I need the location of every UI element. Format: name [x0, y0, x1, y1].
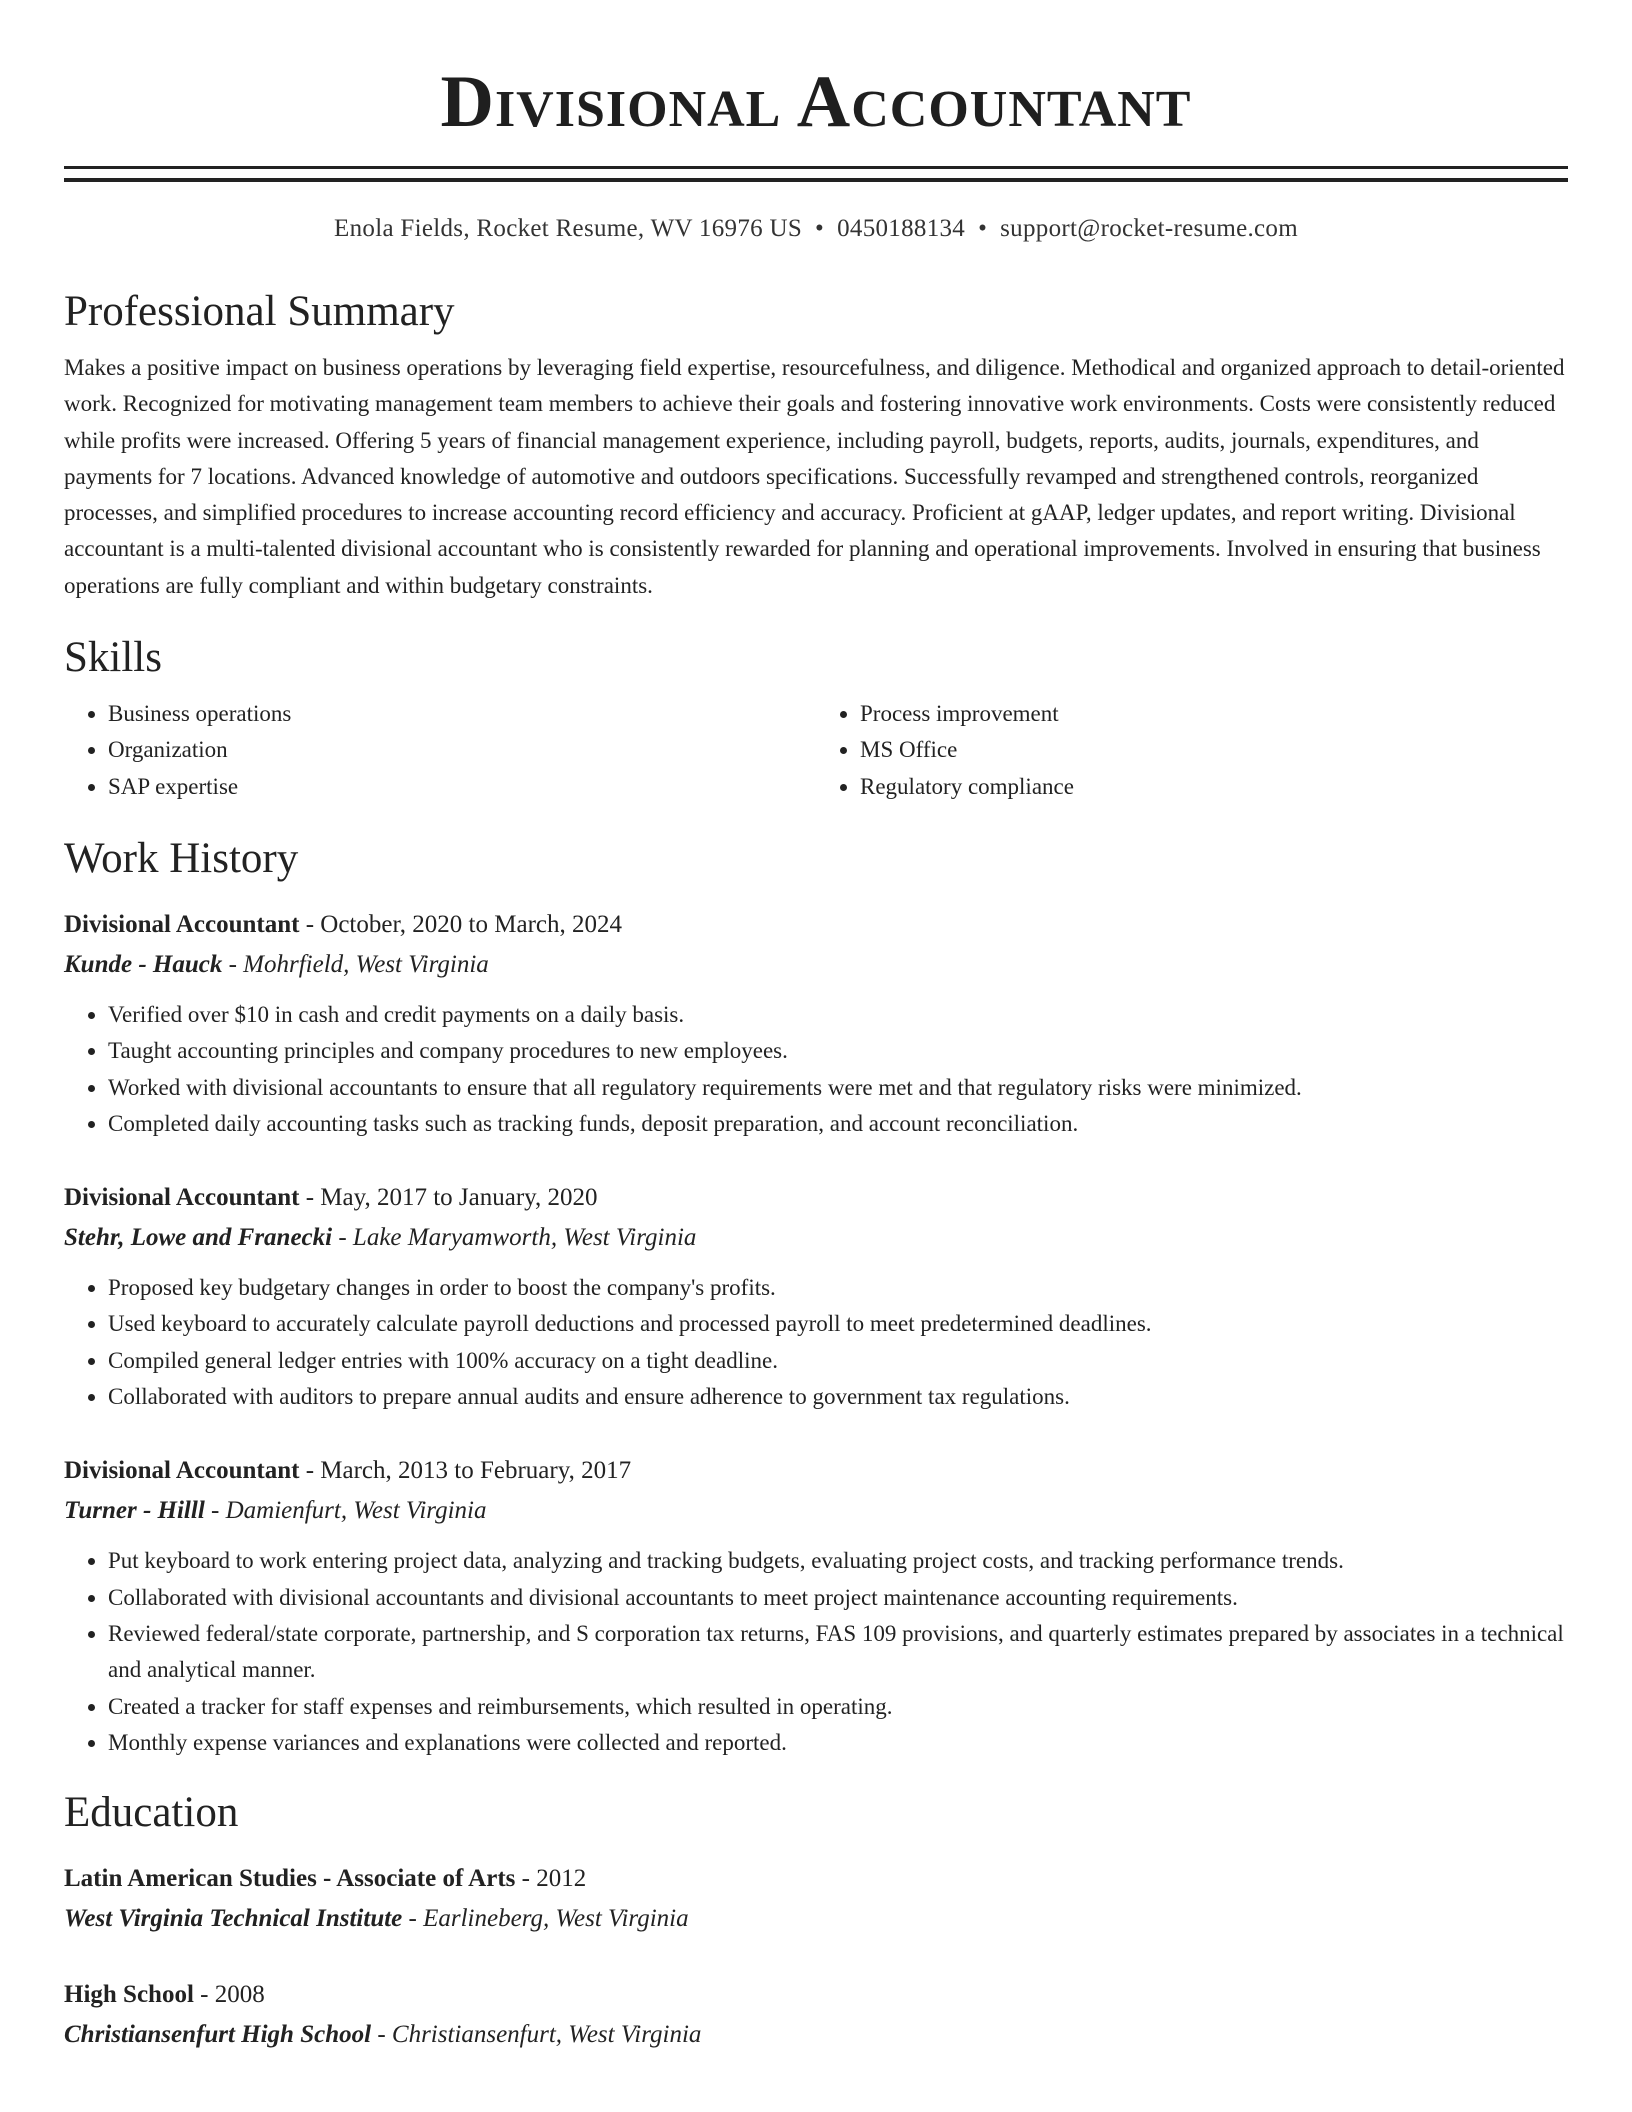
skill-item: • SAP expertise: [108, 769, 816, 805]
employer-name: Turner - Hilll: [64, 1497, 205, 1525]
school-line: [64, 2015, 1568, 2055]
bullet-separator: •: [815, 215, 825, 242]
education-section: [64, 1785, 1568, 2055]
employer-line: [64, 945, 1568, 985]
employer-name: Kunde - Hauck: [64, 950, 223, 978]
job-bullet: • Created a tracker for staff expenses and reimbursements, which resulted in operating.: [108, 1689, 1568, 1725]
skills-list-left: [64, 696, 816, 805]
skill-item: • Organization: [108, 732, 816, 768]
job-bullets: [64, 1270, 1568, 1415]
job-bullet: • Collaborated with auditors to prepare annual audits and ensure adherence to government tax regulations.: [108, 1379, 1568, 1415]
job-title: Divisional Accountant: [64, 1184, 300, 1212]
school-name: Christiansenfurt High School: [64, 2021, 372, 2049]
education-heading: Education: [64, 1789, 239, 1837]
job-bullet: • Proposed key budgetary changes in order to boost the company's profits.: [108, 1270, 1568, 1306]
school-name: West Virginia Technical Institute: [64, 1905, 403, 1933]
job-entry: [64, 905, 1568, 1142]
employer-location: - Mohrfield, West Virginia: [222, 950, 489, 978]
title-double-rule: [64, 166, 1568, 182]
skills-columns: [64, 696, 1568, 805]
job-bullet: • Completed daily accounting tasks such as tracking funds, deposit preparation, and account reconciliation.: [108, 1106, 1568, 1142]
job-dates: - May, 2017 to January, 2020: [299, 1184, 598, 1212]
education-entry: [64, 1975, 1568, 2055]
job-entry: [64, 1451, 1568, 1761]
skill-item: • Business operations: [108, 696, 816, 732]
employer-line: [64, 1491, 1568, 1531]
skills-list-right: [816, 696, 1568, 805]
job-bullet: • Put keyboard to work entering project data, analyzing and tracking budgets, evaluating project costs, and tracking performance trends.: [108, 1543, 1568, 1579]
skill-item: • MS Office: [860, 732, 1568, 768]
skills-heading: Skills: [64, 634, 162, 682]
degree-name: High School: [64, 1981, 194, 2009]
job-bullet: • Used keyboard to accurately calculate payroll deductions and processed payroll to meet predetermined deadlines.: [108, 1306, 1568, 1342]
graduation-year: - 2012: [515, 1865, 587, 1893]
job-dates: - October, 2020 to March, 2024: [299, 910, 622, 938]
job-bullet: • Monthly expense variances and explanations were collected and reported.: [108, 1725, 1568, 1761]
job-bullet: • Verified over $10 in cash and credit payments on a daily basis.: [108, 997, 1568, 1033]
job-bullets: [64, 997, 1568, 1142]
contact-email: support@rocket-resume.com: [1000, 215, 1298, 242]
contact-phone: 0450188134: [837, 215, 966, 242]
employer-name: Stehr, Lowe and Franecki: [64, 1224, 333, 1252]
resume-title: Divisional Accountant: [440, 61, 1192, 143]
job-title: Divisional Accountant: [64, 910, 300, 938]
employer-location: - Lake Maryamworth, West Virginia: [332, 1224, 697, 1252]
job-bullet: • Taught accounting principles and company procedures to new employees.: [108, 1033, 1568, 1069]
degree-line: [64, 1859, 1568, 1899]
school-location: - Earlineberg, West Virginia: [402, 1905, 689, 1933]
job-title-line: [64, 1451, 1568, 1491]
graduation-year: - 2008: [193, 1981, 265, 2009]
job-entry: [64, 1178, 1568, 1415]
job-dates: - March, 2013 to February, 2017: [299, 1457, 632, 1485]
summary-text: Makes a positive impact on business operations by leveraging field expertise, resourcefulness, and diligence. Methodical and organized approach to detail-oriented work. Recognized for motivating management team members to achieve their goals and fostering innovative work environments. Costs were consistently reduced while profits were increased. Offering 5 years of financial management experience, including payroll, budgets, reports, audits, journals, expenditures, and payments for 7 locations. Advanced knowledge of automotive and outdoors specifications. Successfully revamped and strengthened controls, reorganized processes, and simplified procedures to increase accounting record efficiency and accuracy. Proficient at gAAP, ledger updates, and report writing. Divisional accountant is a multi-talented divisional accountant who is consistently rewarded for planning and operational improvements. Involved in ensuring that business operations are fully compliant and within budgetary constraints.: [64, 355, 1565, 598]
job-bullet: • Compiled general ledger entries with 100% accuracy on a tight deadline.: [108, 1343, 1568, 1379]
job-bullet: • Worked with divisional accountants to ensure that all regulatory requirements were met and that regulatory risks were minimized.: [108, 1070, 1568, 1106]
bullet-separator: •: [978, 215, 988, 242]
education-entry: [64, 1859, 1568, 1939]
job-title-line: [64, 1178, 1568, 1218]
degree-line: [64, 1975, 1568, 2015]
work-history-heading: Work History: [64, 834, 299, 882]
skills-section: [64, 630, 1568, 805]
employer-line: [64, 1218, 1568, 1258]
school-line: [64, 1899, 1568, 1939]
school-location: - Christiansenfurt, West Virginia: [371, 2021, 702, 2049]
contact-line: [64, 212, 1568, 246]
job-title: Divisional Accountant: [64, 1457, 300, 1485]
summary-section: [64, 284, 1568, 604]
job-title-line: [64, 905, 1568, 945]
degree-name: Latin American Studies - Associate of Arts: [64, 1865, 516, 1893]
job-bullet: • Reviewed federal/state corporate, partnership, and S corporation tax returns, FAS 109 provisions, and quarterly estimates prepared by associates in a technical and analytical manner.: [108, 1616, 1568, 1689]
skill-item: • Process improvement: [860, 696, 1568, 732]
job-bullet: • Collaborated with divisional accountants and divisional accountants to meet project maintenance accounting requirements.: [108, 1580, 1568, 1616]
contact-address: Enola Fields, Rocket Resume, WV 16976 US: [334, 215, 803, 242]
employer-location: - Damienfurt, West Virginia: [204, 1497, 487, 1525]
work-history-section: [64, 831, 1568, 1761]
job-bullets: [64, 1543, 1568, 1761]
summary-heading: Professional Summary: [64, 288, 455, 335]
skill-item: • Regulatory compliance: [860, 769, 1568, 805]
